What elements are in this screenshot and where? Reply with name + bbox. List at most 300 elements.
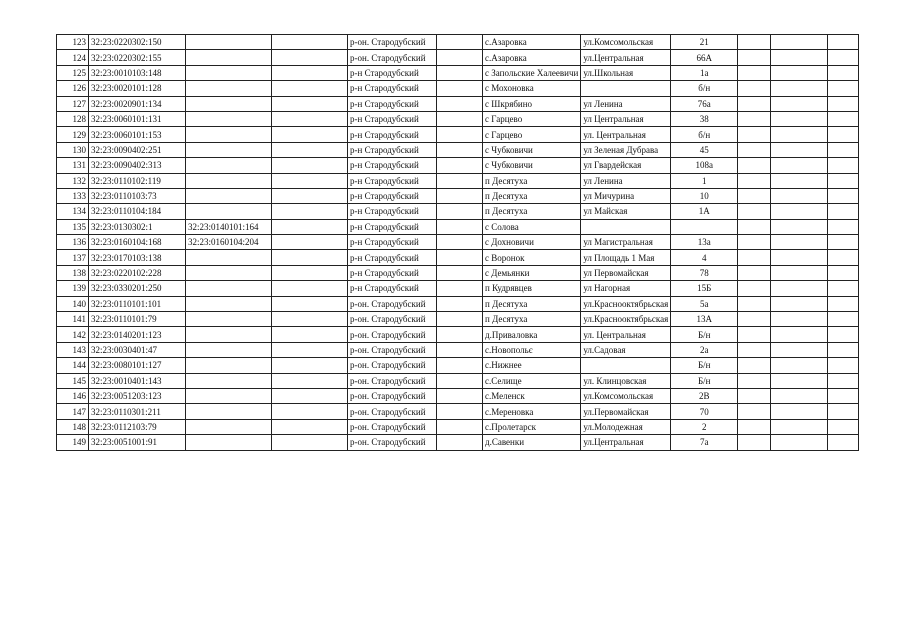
cadastral-number: 32:23:0030401:47 xyxy=(89,342,186,357)
extra-cadastral-number xyxy=(186,111,272,126)
house-number: 2а xyxy=(671,342,738,357)
empty-cell xyxy=(272,127,348,142)
empty-cell xyxy=(771,342,828,357)
empty-cell xyxy=(771,35,828,50)
empty-cell xyxy=(828,158,859,173)
table-row xyxy=(57,173,859,188)
extra-cadastral-number xyxy=(186,373,272,388)
cadastral-number: 32:23:0090402:251 xyxy=(89,142,186,157)
empty-cell xyxy=(828,281,859,296)
empty-cell xyxy=(272,158,348,173)
empty-cell xyxy=(272,373,348,388)
table-row xyxy=(57,65,859,80)
empty-cell xyxy=(437,219,483,234)
street xyxy=(581,81,671,96)
empty-cell xyxy=(828,111,859,126)
empty-cell xyxy=(828,235,859,250)
extra-cadastral-number xyxy=(186,173,272,188)
extra-cadastral-number xyxy=(186,188,272,203)
empty-cell xyxy=(738,50,771,65)
extra-cadastral-number: 32:23:0140101:164 xyxy=(186,219,272,234)
house-number: 108а xyxy=(671,158,738,173)
table-row xyxy=(57,358,859,373)
district: р-он. Стародубский xyxy=(348,358,437,373)
empty-cell xyxy=(738,342,771,357)
empty-cell xyxy=(738,127,771,142)
empty-cell xyxy=(771,404,828,419)
empty-cell xyxy=(437,342,483,357)
row-number: 139 xyxy=(57,281,89,296)
cadastral-number: 32:23:0080101:127 xyxy=(89,358,186,373)
street: ул Зеленая Дубрава xyxy=(581,142,671,157)
street: ул. Центральная xyxy=(581,327,671,342)
settlement: п Десятуха xyxy=(483,204,581,219)
empty-cell xyxy=(771,250,828,265)
empty-cell xyxy=(272,419,348,434)
street xyxy=(581,219,671,234)
empty-cell xyxy=(437,188,483,203)
empty-cell xyxy=(738,281,771,296)
empty-cell xyxy=(771,327,828,342)
empty-cell xyxy=(828,388,859,403)
cadastral-number: 32:23:0110103:73 xyxy=(89,188,186,203)
house-number xyxy=(671,219,738,234)
street: ул Первомайская xyxy=(581,265,671,280)
empty-cell xyxy=(738,265,771,280)
cadastral-number: 32:23:0051001:91 xyxy=(89,435,186,450)
empty-cell xyxy=(437,81,483,96)
empty-cell xyxy=(437,250,483,265)
extra-cadastral-number xyxy=(186,65,272,80)
cadastral-number: 32:23:0010103:148 xyxy=(89,65,186,80)
district: р-н Стародубский xyxy=(348,127,437,142)
empty-cell xyxy=(437,327,483,342)
empty-cell xyxy=(738,327,771,342)
table-row xyxy=(57,265,859,280)
street: ул Магистральная xyxy=(581,235,671,250)
empty-cell xyxy=(437,388,483,403)
extra-cadastral-number: 32:23:0160104:204 xyxy=(186,235,272,250)
empty-cell xyxy=(738,358,771,373)
empty-cell xyxy=(738,204,771,219)
empty-cell xyxy=(272,404,348,419)
settlement: с.Меленск xyxy=(483,388,581,403)
settlement: п Кудрявцев xyxy=(483,281,581,296)
empty-cell xyxy=(771,312,828,327)
empty-cell xyxy=(738,65,771,80)
cadastral-number: 32:23:0060101:131 xyxy=(89,111,186,126)
extra-cadastral-number xyxy=(186,265,272,280)
empty-cell xyxy=(437,127,483,142)
settlement: с Запольские Халеевичи xyxy=(483,65,581,80)
district: р-он. Стародубский xyxy=(348,296,437,311)
street: ул.Комсомольская xyxy=(581,35,671,50)
empty-cell xyxy=(738,142,771,157)
extra-cadastral-number xyxy=(186,296,272,311)
extra-cadastral-number xyxy=(186,204,272,219)
cadastral-number: 32:23:0110301:211 xyxy=(89,404,186,419)
empty-cell xyxy=(738,235,771,250)
district: р-он. Стародубский xyxy=(348,404,437,419)
extra-cadastral-number xyxy=(186,96,272,111)
district: р-он. Стародубский xyxy=(348,342,437,357)
table-row xyxy=(57,281,859,296)
table-row xyxy=(57,250,859,265)
house-number: 5а xyxy=(671,296,738,311)
cadastral-number: 32:23:0220302:150 xyxy=(89,35,186,50)
table-row xyxy=(57,111,859,126)
empty-cell xyxy=(437,404,483,419)
house-number: 1 xyxy=(671,173,738,188)
empty-cell xyxy=(272,435,348,450)
empty-cell xyxy=(828,127,859,142)
extra-cadastral-number xyxy=(186,35,272,50)
empty-cell xyxy=(272,296,348,311)
empty-cell xyxy=(771,388,828,403)
district: р-н Стародубский xyxy=(348,96,437,111)
empty-cell xyxy=(828,404,859,419)
cadastral-number: 32:23:0110102:119 xyxy=(89,173,186,188)
empty-cell xyxy=(437,158,483,173)
row-number: 141 xyxy=(57,312,89,327)
district: р-он. Стародубский xyxy=(348,373,437,388)
settlement: п Десятуха xyxy=(483,173,581,188)
empty-cell xyxy=(272,358,348,373)
empty-cell xyxy=(738,111,771,126)
district: р-н Стародубский xyxy=(348,188,437,203)
row-number: 129 xyxy=(57,127,89,142)
empty-cell xyxy=(828,250,859,265)
house-number: б/н xyxy=(671,127,738,142)
row-number: 148 xyxy=(57,419,89,434)
table-row xyxy=(57,96,859,111)
empty-cell xyxy=(272,35,348,50)
row-number: 131 xyxy=(57,158,89,173)
register-body xyxy=(57,35,859,451)
empty-cell xyxy=(738,373,771,388)
row-number: 134 xyxy=(57,204,89,219)
cadastral-number: 32:23:0110101:79 xyxy=(89,312,186,327)
empty-cell xyxy=(738,312,771,327)
table-row xyxy=(57,50,859,65)
settlement: с Чубковичи xyxy=(483,142,581,157)
empty-cell xyxy=(437,281,483,296)
empty-cell xyxy=(437,419,483,434)
empty-cell xyxy=(738,219,771,234)
empty-cell xyxy=(771,65,828,80)
empty-cell xyxy=(828,81,859,96)
district: р-н Стародубский xyxy=(348,265,437,280)
empty-cell xyxy=(738,158,771,173)
empty-cell xyxy=(437,96,483,111)
empty-cell xyxy=(771,235,828,250)
empty-cell xyxy=(437,65,483,80)
table-row xyxy=(57,419,859,434)
cadastral-number: 32:23:0160104:168 xyxy=(89,235,186,250)
street: ул Ленина xyxy=(581,96,671,111)
settlement: с Гарцево xyxy=(483,111,581,126)
house-number: 4 xyxy=(671,250,738,265)
district: р-н Стародубский xyxy=(348,281,437,296)
empty-cell xyxy=(738,435,771,450)
settlement: с Шкрябино xyxy=(483,96,581,111)
settlement: п Десятуха xyxy=(483,188,581,203)
district: р-н Стародубский xyxy=(348,111,437,126)
extra-cadastral-number xyxy=(186,327,272,342)
empty-cell xyxy=(272,173,348,188)
row-number: 144 xyxy=(57,358,89,373)
district: р-н Стародубский xyxy=(348,81,437,96)
empty-cell xyxy=(828,373,859,388)
row-number: 132 xyxy=(57,173,89,188)
empty-cell xyxy=(738,188,771,203)
row-number: 135 xyxy=(57,219,89,234)
house-number: Б/н xyxy=(671,327,738,342)
table-row xyxy=(57,327,859,342)
table-row xyxy=(57,204,859,219)
house-number: 78 xyxy=(671,265,738,280)
district: р-он. Стародубский xyxy=(348,435,437,450)
empty-cell xyxy=(771,435,828,450)
table-row xyxy=(57,404,859,419)
cadastral-number: 32:23:0130302:1 xyxy=(89,219,186,234)
empty-cell xyxy=(828,327,859,342)
house-number: 13А xyxy=(671,312,738,327)
cadastral-number: 32:23:0020101:128 xyxy=(89,81,186,96)
empty-cell xyxy=(738,296,771,311)
house-number: 70 xyxy=(671,404,738,419)
empty-cell xyxy=(738,419,771,434)
empty-cell xyxy=(771,204,828,219)
row-number: 128 xyxy=(57,111,89,126)
settlement: с Солова xyxy=(483,219,581,234)
extra-cadastral-number xyxy=(186,358,272,373)
house-number: 21 xyxy=(671,35,738,50)
empty-cell xyxy=(738,81,771,96)
street: ул Ленина xyxy=(581,173,671,188)
row-number: 130 xyxy=(57,142,89,157)
empty-cell xyxy=(272,265,348,280)
empty-cell xyxy=(437,235,483,250)
settlement: д.Приваловка xyxy=(483,327,581,342)
row-number: 127 xyxy=(57,96,89,111)
street: ул.Краснооктябрьская xyxy=(581,296,671,311)
settlement: с Воронок xyxy=(483,250,581,265)
row-number: 136 xyxy=(57,235,89,250)
empty-cell xyxy=(437,204,483,219)
empty-cell xyxy=(437,50,483,65)
table-row xyxy=(57,312,859,327)
extra-cadastral-number xyxy=(186,435,272,450)
empty-cell xyxy=(828,296,859,311)
empty-cell xyxy=(437,358,483,373)
street: ул.Молодежная xyxy=(581,419,671,434)
empty-cell xyxy=(828,173,859,188)
district: р-н Стародубский xyxy=(348,204,437,219)
empty-cell xyxy=(272,188,348,203)
row-number: 143 xyxy=(57,342,89,357)
empty-cell xyxy=(771,296,828,311)
table-row xyxy=(57,342,859,357)
row-number: 125 xyxy=(57,65,89,80)
house-number: 2 xyxy=(671,419,738,434)
empty-cell xyxy=(828,96,859,111)
district: р-он. Стародубский xyxy=(348,419,437,434)
table-row xyxy=(57,81,859,96)
empty-cell xyxy=(771,111,828,126)
house-number: 38 xyxy=(671,111,738,126)
extra-cadastral-number xyxy=(186,158,272,173)
district: р-он. Стародубский xyxy=(348,327,437,342)
settlement: с.Азаровка xyxy=(483,35,581,50)
extra-cadastral-number xyxy=(186,81,272,96)
extra-cadastral-number xyxy=(186,281,272,296)
house-number: 1а xyxy=(671,65,738,80)
cadastral-number: 32:23:0112103:79 xyxy=(89,419,186,434)
cadastral-number: 32:23:0060101:153 xyxy=(89,127,186,142)
empty-cell xyxy=(738,388,771,403)
street: ул Майская xyxy=(581,204,671,219)
empty-cell xyxy=(771,358,828,373)
empty-cell xyxy=(437,265,483,280)
house-number: 76а xyxy=(671,96,738,111)
settlement: п Десятуха xyxy=(483,296,581,311)
empty-cell xyxy=(771,158,828,173)
empty-cell xyxy=(437,142,483,157)
street: ул.Первомайская xyxy=(581,404,671,419)
settlement: с Демьянки xyxy=(483,265,581,280)
house-number: 13а xyxy=(671,235,738,250)
row-number: 138 xyxy=(57,265,89,280)
empty-cell xyxy=(272,65,348,80)
empty-cell xyxy=(828,65,859,80)
street: ул.Садовая xyxy=(581,342,671,357)
empty-cell xyxy=(771,127,828,142)
empty-cell xyxy=(437,173,483,188)
empty-cell xyxy=(738,96,771,111)
empty-cell xyxy=(771,173,828,188)
empty-cell xyxy=(272,235,348,250)
district: р-он. Стародубский xyxy=(348,35,437,50)
extra-cadastral-number xyxy=(186,312,272,327)
empty-cell xyxy=(272,111,348,126)
table-row xyxy=(57,435,859,450)
empty-cell xyxy=(771,219,828,234)
cadastral-number: 32:23:0110101:101 xyxy=(89,296,186,311)
empty-cell xyxy=(771,142,828,157)
settlement: с Дохновичи xyxy=(483,235,581,250)
cadastral-number: 32:23:0110104:184 xyxy=(89,204,186,219)
row-number: 126 xyxy=(57,81,89,96)
house-number: 7а xyxy=(671,435,738,450)
table-row xyxy=(57,296,859,311)
settlement: с.Селище xyxy=(483,373,581,388)
street: ул Мичурина xyxy=(581,188,671,203)
empty-cell xyxy=(771,281,828,296)
extra-cadastral-number xyxy=(186,419,272,434)
empty-cell xyxy=(437,373,483,388)
district: р-н Стародубский xyxy=(348,142,437,157)
table-row xyxy=(57,235,859,250)
empty-cell xyxy=(771,96,828,111)
street: ул Площадь 1 Мая xyxy=(581,250,671,265)
street: ул Нагорная xyxy=(581,281,671,296)
table-row xyxy=(57,35,859,50)
empty-cell xyxy=(771,50,828,65)
empty-cell xyxy=(272,388,348,403)
cadastral-number: 32:23:0010401:143 xyxy=(89,373,186,388)
empty-cell xyxy=(272,281,348,296)
house-number: 10 xyxy=(671,188,738,203)
extra-cadastral-number xyxy=(186,342,272,357)
row-number: 137 xyxy=(57,250,89,265)
empty-cell xyxy=(828,204,859,219)
empty-cell xyxy=(828,358,859,373)
empty-cell xyxy=(437,111,483,126)
cadastral-number: 32:23:0220102:228 xyxy=(89,265,186,280)
table-row xyxy=(57,188,859,203)
district: р-н Стародубский xyxy=(348,219,437,234)
empty-cell xyxy=(437,35,483,50)
street: ул Гвардейская xyxy=(581,158,671,173)
cadastral-number: 32:23:0330201:250 xyxy=(89,281,186,296)
district: р-н Стародубский xyxy=(348,173,437,188)
settlement: д.Савенки xyxy=(483,435,581,450)
empty-cell xyxy=(828,265,859,280)
empty-cell xyxy=(828,219,859,234)
row-number: 124 xyxy=(57,50,89,65)
district: р-н Стародубский xyxy=(348,158,437,173)
street: ул.Школьная xyxy=(581,65,671,80)
empty-cell xyxy=(828,35,859,50)
row-number: 146 xyxy=(57,388,89,403)
row-number: 123 xyxy=(57,35,89,50)
house-number: Б/н xyxy=(671,373,738,388)
extra-cadastral-number xyxy=(186,404,272,419)
house-number: Б/н xyxy=(671,358,738,373)
settlement: с.Новопольє xyxy=(483,342,581,357)
property-register-table xyxy=(56,34,859,451)
table-row xyxy=(57,388,859,403)
empty-cell xyxy=(771,419,828,434)
house-number: 66А xyxy=(671,50,738,65)
house-number: б/н xyxy=(671,81,738,96)
house-number: 1А xyxy=(671,204,738,219)
district: р-он. Стародубский xyxy=(348,50,437,65)
empty-cell xyxy=(272,50,348,65)
empty-cell xyxy=(437,312,483,327)
empty-cell xyxy=(272,250,348,265)
cadastral-number: 32:23:0170103:138 xyxy=(89,250,186,265)
empty-cell xyxy=(828,435,859,450)
empty-cell xyxy=(272,312,348,327)
street xyxy=(581,358,671,373)
row-number: 149 xyxy=(57,435,89,450)
settlement: с Гарцево xyxy=(483,127,581,142)
extra-cadastral-number xyxy=(186,50,272,65)
table-row xyxy=(57,158,859,173)
cadastral-number: 32:23:0140201:123 xyxy=(89,327,186,342)
settlement: п Десятуха xyxy=(483,312,581,327)
extra-cadastral-number xyxy=(186,250,272,265)
empty-cell xyxy=(771,265,828,280)
empty-cell xyxy=(272,204,348,219)
settlement: с.Мереновка xyxy=(483,404,581,419)
street: ул.Комсомольская xyxy=(581,388,671,403)
empty-cell xyxy=(828,188,859,203)
street: ул.Краснооктябрьская xyxy=(581,312,671,327)
empty-cell xyxy=(771,81,828,96)
